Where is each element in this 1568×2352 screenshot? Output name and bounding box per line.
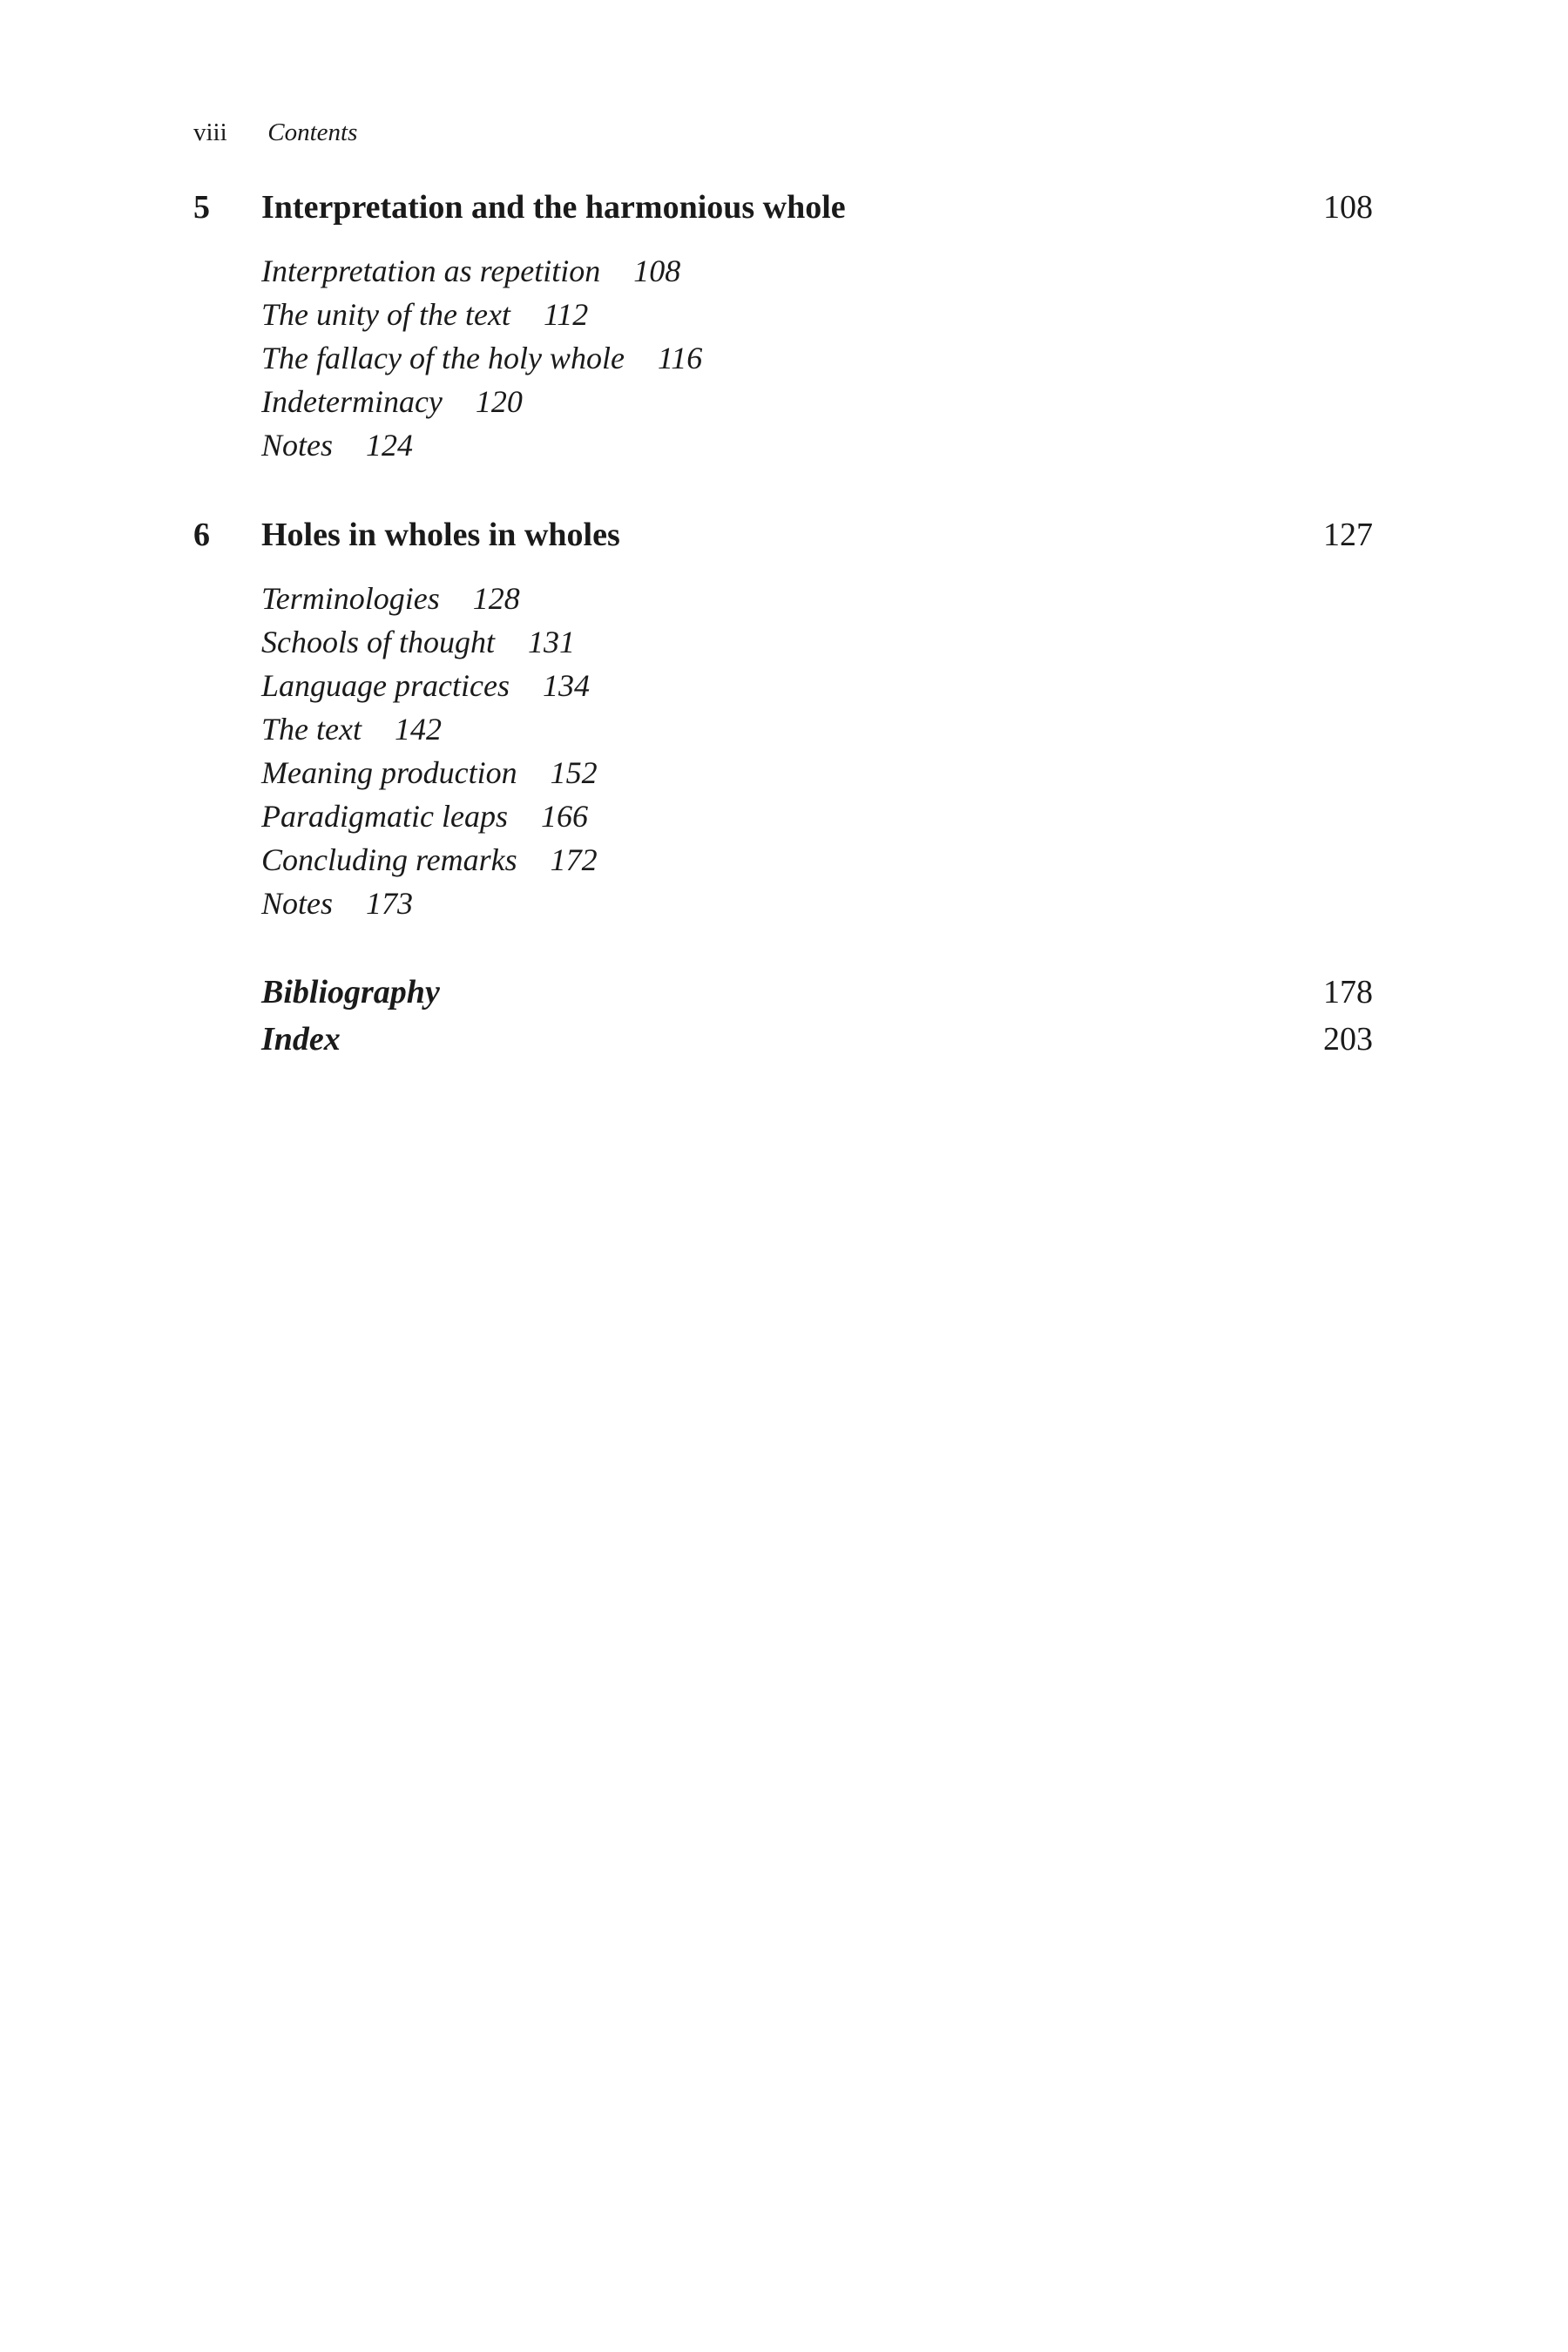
section-title: Indeterminacy — [261, 384, 443, 419]
section-title: Meaning production — [261, 755, 517, 790]
chapter-heading — [193, 510, 1373, 559]
section-page-number: 166 — [540, 799, 588, 834]
page-folio: viii — [193, 118, 227, 146]
section-title: Concluding remarks — [261, 842, 517, 877]
section-page-number: 172 — [550, 842, 598, 877]
section-list — [261, 249, 1373, 467]
chapter-page-number: 108 — [1323, 189, 1373, 226]
section-page-number: 120 — [475, 384, 523, 419]
index-title: Index — [261, 1021, 341, 1058]
section-page-number: 128 — [472, 581, 520, 616]
section-entry — [261, 423, 1373, 467]
chapter-number: 6 — [193, 517, 210, 553]
back-matter-entry — [261, 969, 1373, 1016]
chapter-title: Interpretation and the harmonious whole — [261, 189, 846, 226]
section-entry — [261, 380, 1373, 423]
section-page-number: 108 — [633, 253, 681, 288]
index-page-number: 203 — [1323, 1021, 1373, 1058]
section-entry — [261, 336, 1373, 380]
section-page-number: 112 — [543, 297, 589, 332]
section-page-number: 116 — [657, 341, 703, 375]
section-title: The fallacy of the holy whole — [261, 341, 625, 375]
section-title: Interpretation as repetition — [261, 253, 601, 288]
section-title: Paradigmatic leaps — [261, 799, 508, 834]
section-list — [261, 577, 1373, 925]
section-page-number: 152 — [550, 755, 598, 790]
back-matter-entry — [261, 1016, 1373, 1063]
section-title: The text — [261, 712, 362, 747]
bibliography-title: Bibliography — [261, 974, 440, 1010]
section-entry — [261, 882, 1373, 925]
section-entry — [261, 249, 1373, 293]
chapter-number: 5 — [193, 189, 210, 226]
section-entry — [261, 838, 1373, 882]
chapter-6-entry — [193, 510, 1373, 925]
section-entry — [261, 577, 1373, 620]
section-page-number: 131 — [528, 625, 575, 659]
section-entry — [261, 293, 1373, 336]
back-matter — [261, 969, 1373, 1063]
section-page-number: 142 — [394, 712, 442, 747]
section-page-number: 134 — [542, 668, 590, 703]
running-head — [193, 115, 357, 150]
section-title: Notes — [261, 886, 334, 921]
section-entry — [261, 751, 1373, 794]
section-title: Schools of thought — [261, 625, 495, 659]
section-entry — [261, 620, 1373, 664]
section-entry — [261, 664, 1373, 707]
section-entry — [261, 707, 1373, 751]
section-title: Terminologies — [261, 581, 440, 616]
chapter-5-entry — [193, 183, 1373, 467]
chapter-page-number: 127 — [1323, 517, 1373, 553]
running-head-title: Contents — [267, 118, 358, 146]
section-title: Notes — [261, 428, 334, 463]
section-entry — [261, 794, 1373, 838]
section-page-number: 173 — [366, 886, 414, 921]
section-title: Language practices — [261, 668, 510, 703]
section-page-number: 124 — [366, 428, 414, 463]
chapter-title: Holes in wholes in wholes — [261, 517, 620, 553]
section-title: The unity of the text — [261, 297, 510, 332]
bibliography-page-number: 178 — [1323, 974, 1373, 1010]
chapter-heading — [193, 183, 1373, 232]
